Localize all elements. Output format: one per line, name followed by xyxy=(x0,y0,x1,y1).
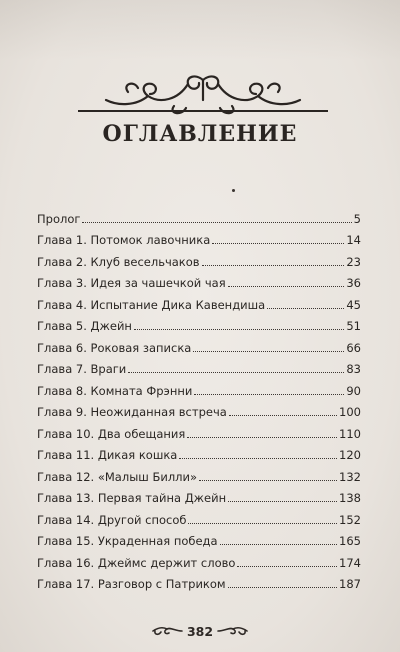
toc-page: 165 xyxy=(339,534,361,548)
toc-page: 5 xyxy=(353,211,361,226)
dot-leader xyxy=(128,372,344,373)
toc-row xyxy=(37,226,361,248)
toc-page: 152 xyxy=(339,512,361,527)
dot-leader xyxy=(193,351,344,352)
toc-label: Глава 13. Первая тайна Джейн xyxy=(37,491,227,505)
toc-label: Глава 17. Разговор с Патриком xyxy=(37,577,226,591)
toc-label: Глава 3. Идея за чашечкой чая xyxy=(37,276,226,290)
toc-row xyxy=(37,312,361,334)
dot-leader xyxy=(187,437,337,438)
toc-row xyxy=(37,398,361,420)
toc-label: Глава 2. Клуб весельчаков xyxy=(37,254,200,269)
toc-row xyxy=(37,527,361,549)
ink-speck xyxy=(232,189,235,192)
toc-label: Глава 12. «Малыш Билли» xyxy=(37,469,198,484)
toc-row xyxy=(37,376,361,398)
toc-row xyxy=(37,462,361,484)
toc-page: 174 xyxy=(339,555,361,570)
toc-row xyxy=(37,548,361,570)
table-of-contents xyxy=(37,204,361,591)
toc-label: Глава 16. Джеймс держит слово xyxy=(37,555,236,570)
dot-leader xyxy=(237,566,337,567)
dot-leader xyxy=(220,544,338,545)
toc-page: 120 xyxy=(339,448,361,462)
toc-label: Глава 8. Комната Фрэнни xyxy=(37,383,193,398)
toc-row xyxy=(37,269,361,291)
toc-label: Глава 1. Потомок лавочника xyxy=(37,233,211,247)
toc-row xyxy=(37,290,361,312)
dot-leader xyxy=(202,265,345,266)
toc-page: 138 xyxy=(339,491,361,505)
dot-leader xyxy=(212,243,344,244)
toc-label: Глава 7. Враги xyxy=(37,362,127,376)
page-footer xyxy=(0,620,400,642)
toc-page: 36 xyxy=(346,276,361,290)
dot-leader xyxy=(194,394,344,395)
dot-leader xyxy=(82,222,351,223)
flourish-right-icon xyxy=(217,625,249,637)
toc-row xyxy=(37,247,361,269)
toc-page: 90 xyxy=(346,383,361,398)
toc-label: Глава 9. Неожиданная встреча xyxy=(37,405,227,419)
toc-row xyxy=(37,355,361,377)
toc-label: Глава 11. Дикая кошка xyxy=(37,448,178,462)
page-number: 382 xyxy=(186,623,214,639)
toc-row xyxy=(37,204,361,226)
toc-page: 66 xyxy=(346,340,361,355)
toc-page: 23 xyxy=(346,254,361,269)
toc-label: Глава 5. Джейн xyxy=(37,319,132,333)
flourish-ornament-icon xyxy=(78,70,328,118)
dot-leader xyxy=(134,329,344,330)
toc-page: 45 xyxy=(346,297,361,312)
toc-label: Глава 10. Два обещания xyxy=(37,426,186,441)
toc-label: Глава 4. Испытание Дика Кавендиша xyxy=(37,297,266,312)
toc-page: 14 xyxy=(346,233,361,247)
toc-page: 110 xyxy=(339,426,361,441)
dot-leader xyxy=(228,286,345,287)
bleed-through-shadow xyxy=(0,0,400,60)
dot-leader xyxy=(229,415,337,416)
toc-page: 187 xyxy=(339,577,361,591)
dot-leader xyxy=(228,587,337,588)
toc-label: Глава 14. Другой способ xyxy=(37,512,187,527)
toc-row xyxy=(37,419,361,441)
dot-leader xyxy=(199,480,337,481)
toc-page: 132 xyxy=(339,469,361,484)
page-title: ОГЛАВЛЕНИЕ xyxy=(102,121,298,147)
dot-leader xyxy=(188,523,337,524)
toc-row xyxy=(37,333,361,355)
toc-label: Глава 6. Роковая записка xyxy=(37,340,192,355)
flourish-left-icon xyxy=(151,625,183,637)
toc-row xyxy=(37,570,361,592)
toc-row xyxy=(37,505,361,527)
toc-row xyxy=(37,484,361,506)
toc-row xyxy=(37,441,361,463)
toc-label: Пролог xyxy=(37,211,81,226)
dot-leader xyxy=(179,458,337,459)
dot-leader xyxy=(228,501,337,502)
dot-leader xyxy=(267,308,344,309)
toc-page: 83 xyxy=(346,362,361,376)
toc-page: 51 xyxy=(346,319,361,333)
toc-page: 100 xyxy=(339,405,361,419)
toc-label: Глава 15. Украденная победа xyxy=(37,534,218,548)
